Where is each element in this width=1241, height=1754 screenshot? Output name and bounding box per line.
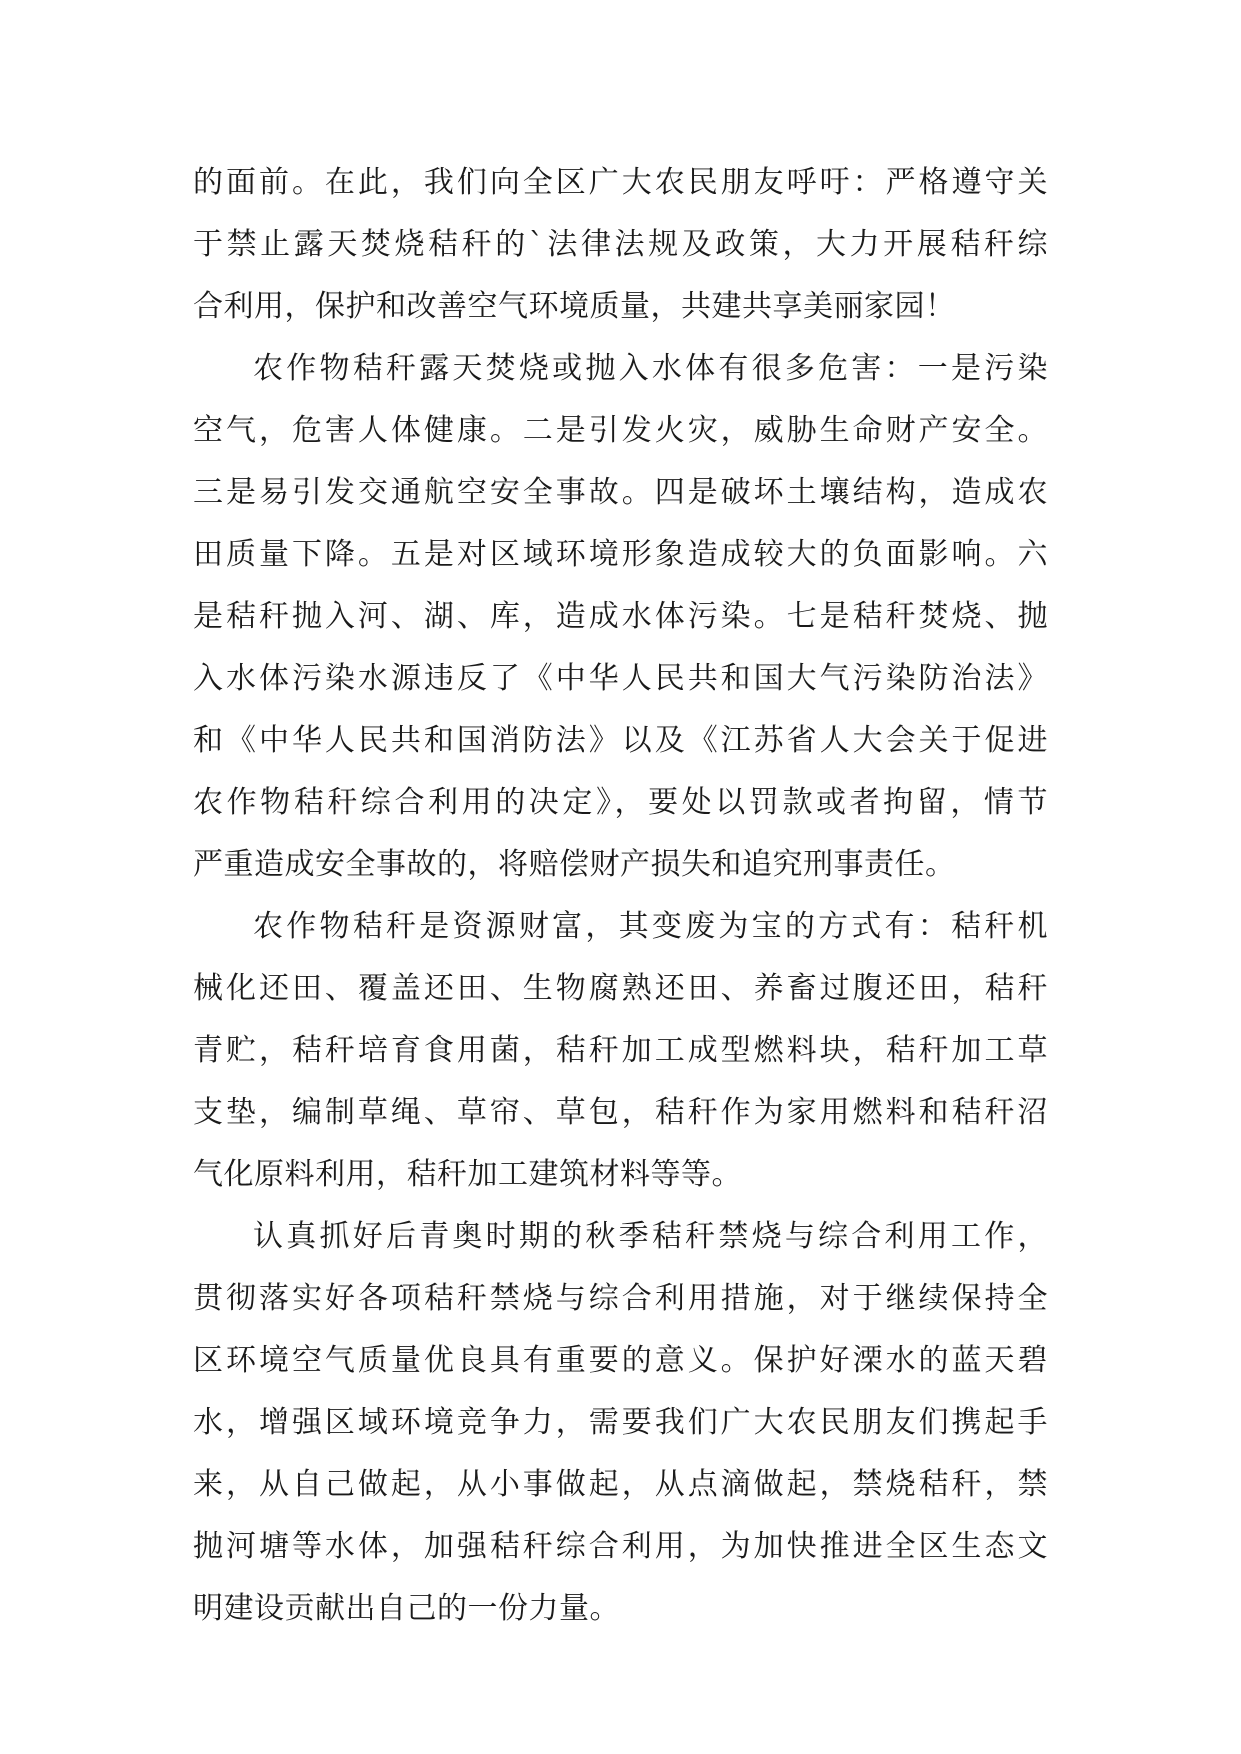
text-line: 是秸秆抛入河、湖、库，造成水体污染。七是秸秆焚烧、抛 (193, 599, 1048, 634)
text-line: 严重造成安全事故的，将赔偿财产损失和追究刑事责任。 (193, 847, 956, 882)
paragraph-3 (193, 896, 1048, 1206)
text-line: 械化还田、覆盖还田、生物腐熟还田、养畜过腹还田，秸秆 (193, 971, 1048, 1006)
text-line: 农作物秸秆是资源财富，其变废为宝的方式有：秸秆机 (253, 909, 1048, 944)
text-line: 入水体污染水源违反了《中华人民共和国大气污染防治法》 (193, 661, 1048, 696)
text-line: 抛河塘等水体，加强秸秆综合利用，为加快推进全区生态文 (193, 1529, 1048, 1564)
text-line: 于禁止露天焚烧秸秆的`法律法规及政策，大力开展秸秆综 (193, 227, 1048, 262)
text-line: 区环境空气质量优良具有重要的意义。保护好溧水的蓝天碧 (193, 1343, 1048, 1378)
paragraph-4 (193, 1206, 1048, 1640)
text-line: 合利用，保护和改善空气环境质量，共建共享美丽家园！ (193, 289, 956, 324)
text-line: 来，从自己做起，从小事做起，从点滴做起，禁烧秸秆，禁 (193, 1467, 1048, 1502)
text-line: 青贮，秸秆培育食用菌，秸秆加工成型燃料块，秸秆加工草 (193, 1033, 1048, 1068)
text-line: 农作物秸秆综合利用的决定》，要处以罚款或者拘留，情节 (193, 785, 1048, 820)
paragraph-2 (193, 338, 1048, 896)
paragraph-1 (193, 152, 1048, 338)
text-line: 田质量下降。五是对区域环境形象造成较大的负面影响。六 (193, 537, 1048, 572)
text-line: 三是易引发交通航空安全事故。四是破坏土壤结构，造成农 (193, 475, 1048, 510)
text-line: 支垫，编制草绳、草帘、草包，秸秆作为家用燃料和秸秆沼 (193, 1095, 1048, 1130)
text-line: 水，增强区域环境竞争力，需要我们广大农民朋友们携起手 (193, 1405, 1048, 1440)
text-line: 农作物秸秆露天焚烧或抛入水体有很多危害：一是污染 (253, 351, 1048, 386)
text-line: 明建设贡献出自己的一份力量。 (193, 1591, 620, 1626)
document-body (193, 152, 1048, 1640)
text-line: 认真抓好后青奥时期的秋季秸秆禁烧与综合利用工作， (253, 1219, 1048, 1254)
text-line: 气化原料利用，秸秆加工建筑材料等等。 (193, 1157, 742, 1192)
text-line: 贯彻落实好各项秸秆禁烧与综合利用措施，对于继续保持全 (193, 1281, 1048, 1316)
text-line: 和《中华人民共和国消防法》以及《江苏省人大会关于促进 (193, 723, 1048, 758)
text-line: 的面前。在此，我们向全区广大农民朋友呼吁：严格遵守关 (193, 165, 1048, 200)
text-line: 空气，危害人体健康。二是引发火灾，威胁生命财产安全。 (193, 413, 1048, 448)
